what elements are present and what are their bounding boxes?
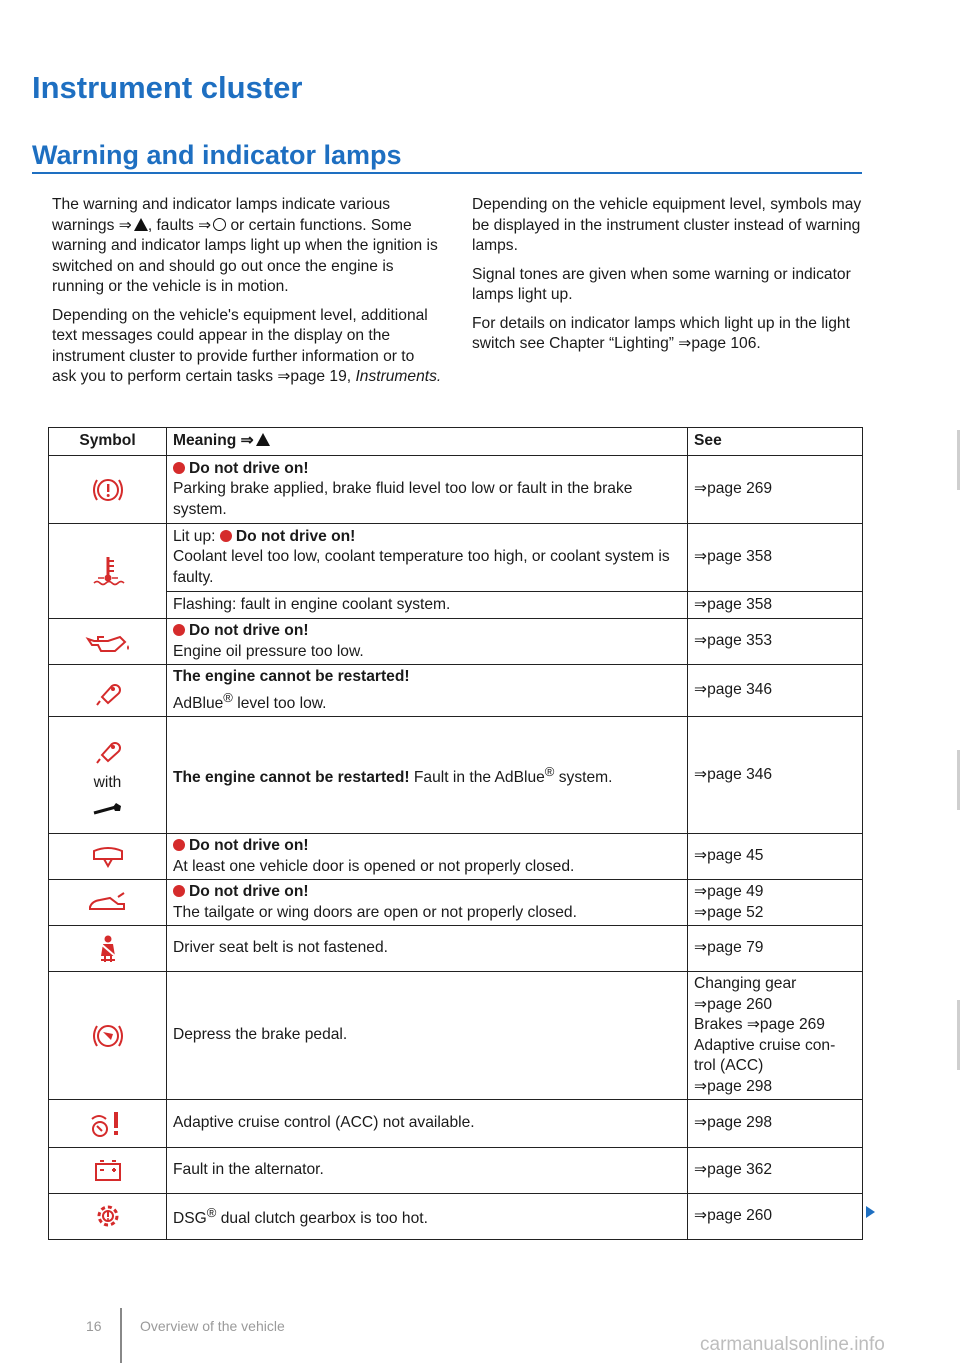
red-lamp-icon — [173, 885, 185, 897]
red-lamp-icon — [173, 839, 185, 851]
header-see: See — [688, 428, 863, 456]
meaning-cell — [167, 880, 688, 926]
header-meaning — [167, 428, 688, 456]
adblue-fault-icon — [49, 717, 167, 834]
red-lamp-icon — [220, 530, 232, 542]
see-line: ⇒page 260 — [694, 995, 773, 1013]
seat-belt-icon — [49, 926, 167, 972]
meaning-text-part: AdBlue — [173, 694, 224, 712]
meaning-text-part: dual clutch gearbox is too hot. — [216, 1210, 428, 1228]
table-row — [49, 926, 863, 972]
watermark: carmanualsonline.info — [700, 1334, 885, 1355]
see-cell: ⇒page 260 — [688, 1194, 863, 1240]
page-number: 16 — [86, 1318, 102, 1334]
header-meaning-label: Meaning ⇒ — [173, 432, 254, 450]
meaning-cell: Flashing: fault in engine coolant system. — [167, 592, 688, 619]
see-line: ⇒page 52 — [694, 903, 764, 921]
coolant-icon — [49, 524, 167, 619]
see-line: ⇒page 298 — [694, 1077, 773, 1095]
see-line: trol (ACC) — [694, 1057, 764, 1075]
meaning-text-part: level too low. — [232, 694, 327, 712]
meaning-cell — [167, 834, 688, 880]
meaning-cell — [167, 1194, 688, 1240]
meaning-cell: Adaptive cruise control (ACC) not available. — [167, 1100, 688, 1148]
footer-divider — [120, 1308, 122, 1363]
meaning-text-part: Fault in the AdBlue — [409, 769, 545, 787]
intro-paragraph-2 — [52, 306, 442, 388]
brake-system-icon — [49, 456, 167, 524]
door-open-icon — [49, 834, 167, 880]
red-lamp-icon — [173, 624, 185, 636]
meaning-cell: Depress the brake pedal. — [167, 972, 688, 1100]
table-row — [49, 619, 863, 665]
meaning-text: Engine oil pressure too low. — [173, 642, 364, 660]
meaning-bold: Do not drive on! — [189, 883, 309, 901]
brake-pedal-icon — [49, 972, 167, 1100]
table-row — [49, 524, 863, 592]
intro-left-column — [52, 195, 442, 396]
meaning-text-part: system. — [554, 769, 613, 787]
see-line: Adaptive cruise con- — [694, 1036, 836, 1054]
meaning-cell: Driver seat belt is not fastened. — [167, 926, 688, 972]
oil-pressure-icon — [49, 619, 167, 665]
meaning-text-part: DSG — [173, 1210, 207, 1228]
intro-right-column — [472, 195, 867, 363]
meaning-bold: The engine cannot be restarted! — [173, 668, 410, 685]
see-cell — [688, 972, 863, 1100]
meaning-cell: Fault in the alternator. — [167, 1148, 688, 1194]
see-cell — [688, 880, 863, 926]
see-cell: ⇒page 269 — [688, 456, 863, 524]
heading-rule — [32, 172, 862, 174]
table-row — [49, 592, 863, 619]
table-row — [49, 972, 863, 1100]
continue-arrow-icon — [866, 1206, 875, 1218]
meaning-bold: Do not drive on! — [189, 459, 309, 477]
gearbox-hot-icon — [49, 1194, 167, 1240]
footer-text: Overview of the vehicle — [140, 1318, 285, 1334]
meaning-cell — [167, 619, 688, 665]
warning-lamps-table — [48, 427, 863, 1240]
acc-unavailable-icon — [49, 1100, 167, 1148]
see-cell: ⇒page 298 — [688, 1100, 863, 1148]
intro-paragraph-4: Signal tones are given when some warning or indicator lamps light up. — [472, 265, 851, 303]
instruments-reference: Instruments. — [355, 368, 442, 385]
with-label: with — [93, 773, 122, 791]
intro-paragraph-3: Depending on the vehicle equipment level, symbols may be displayed in the instrument cluster instead of warning lamps. — [472, 196, 862, 254]
spanner-icon — [90, 801, 126, 817]
registered-mark: ® — [544, 763, 555, 779]
meaning-prefix: Lit up: — [173, 527, 216, 545]
see-cell: ⇒page 346 — [688, 717, 863, 834]
table-row — [49, 456, 863, 524]
table-row — [49, 1100, 863, 1148]
intro-paragraph-5: For details on indicator lamps which light up in the light switch see Chapter “Lighting” ⇒page 106. — [472, 314, 850, 352]
intro-text: The warning and indicator lamps indicate various warnings ⇒ — [52, 196, 391, 234]
registered-mark: ® — [223, 689, 233, 705]
page-title: Instrument cluster — [32, 70, 303, 105]
red-lamp-icon — [173, 462, 185, 474]
meaning-text: Coolant level too low, coolant temperature too high, or coolant system is faulty. — [173, 548, 670, 586]
see-line: Changing gear — [694, 975, 797, 993]
meaning-bold: Do not drive on! — [235, 527, 356, 545]
see-line: ⇒page 49 — [694, 883, 764, 901]
meaning-cell — [167, 456, 688, 524]
meaning-text: At least one vehicle door is opened or not properly closed. — [173, 857, 575, 875]
meaning-cell — [167, 524, 688, 592]
header-symbol: Symbol — [49, 428, 167, 456]
see-cell: ⇒page 346 — [688, 665, 863, 717]
intro-paragraph-1 — [52, 195, 442, 298]
meaning-cell — [167, 665, 688, 717]
warning-triangle-icon — [134, 218, 148, 231]
meaning-bold: Do not drive on! — [189, 622, 309, 639]
registered-mark: ® — [206, 1205, 217, 1221]
table-row — [49, 1194, 863, 1240]
see-line: Brakes ⇒page 269 — [694, 1016, 825, 1034]
table-row — [49, 834, 863, 880]
see-cell: ⇒page 358 — [688, 524, 863, 592]
intro-text: Depending on the vehicle's equipment level, additional text messages could appear in the display on the instrument cluster to provide further information or to ask you to perform certain tasks ⇒page 19, — [52, 306, 428, 385]
table-header-row — [49, 428, 863, 456]
meaning-text — [173, 688, 681, 715]
table-row — [49, 717, 863, 834]
table-row — [49, 1148, 863, 1194]
battery-icon — [49, 1148, 167, 1194]
meaning-text: The tailgate or wing doors are open or not properly closed. — [173, 903, 577, 921]
intro-text: , faults ⇒ — [147, 216, 212, 234]
see-cell: ⇒page 353 — [688, 619, 863, 665]
see-cell: ⇒page 362 — [688, 1148, 863, 1194]
see-cell: ⇒page 358 — [688, 592, 863, 619]
table-row — [49, 880, 863, 926]
see-cell: ⇒page 79 — [688, 926, 863, 972]
meaning-cell — [167, 717, 688, 834]
section-title: Warning and indicator lamps — [32, 140, 402, 170]
see-cell: ⇒page 45 — [688, 834, 863, 880]
meaning-text: Parking brake applied, brake fluid level too low or fault in the brake system. — [173, 480, 633, 518]
notice-circle-icon — [213, 218, 226, 231]
table-row — [49, 665, 863, 717]
adblue-icon — [49, 665, 167, 717]
tailgate-open-icon — [49, 880, 167, 926]
meaning-bold: The engine cannot be restarted! — [173, 769, 410, 787]
meaning-bold: Do not drive on! — [189, 837, 309, 855]
intro-text: or certain functions. Some warning and indicator lamps light up when the ignition is switched on and should go out once the engine is running or the vehicle is in motion. — [52, 216, 438, 295]
warning-triangle-icon — [256, 433, 270, 446]
